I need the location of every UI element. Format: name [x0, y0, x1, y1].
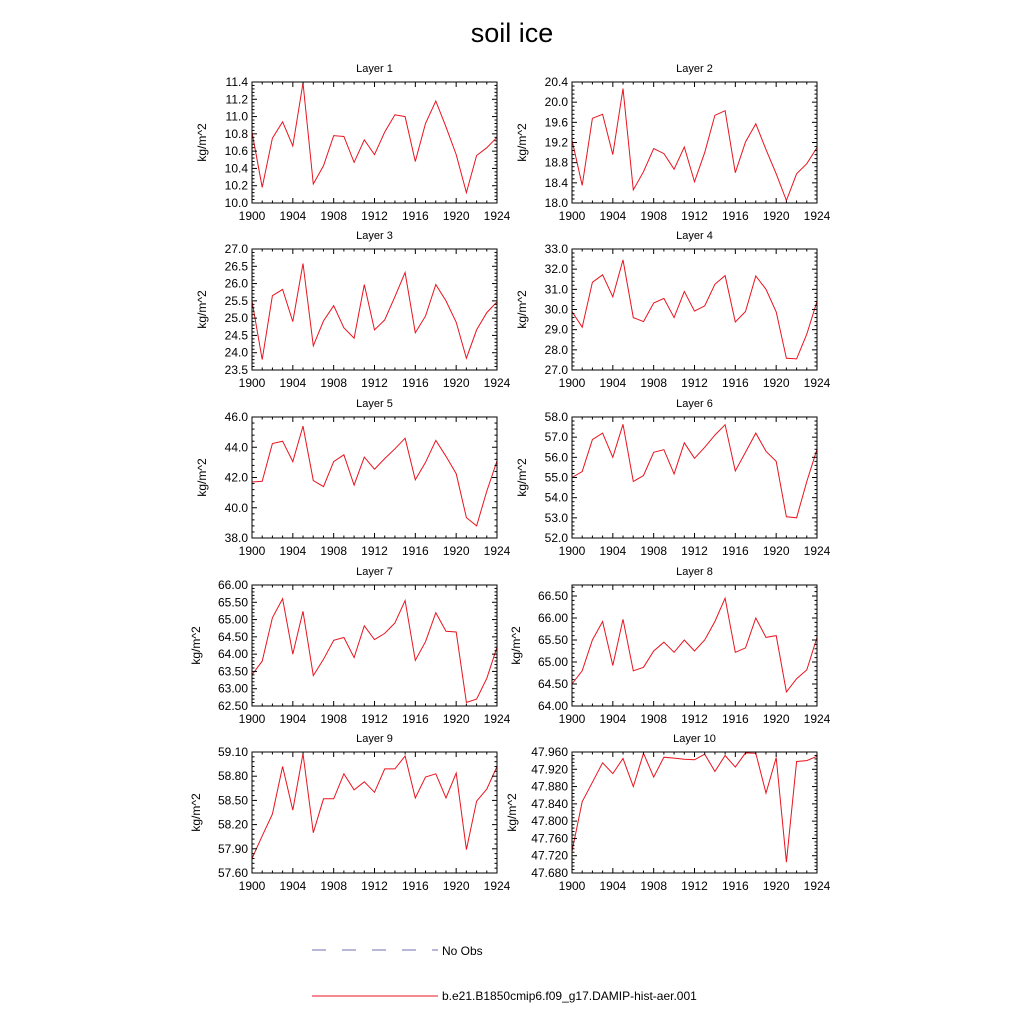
y-tick-label: 63.00: [217, 681, 248, 696]
y-axis-label: kg/m^2: [515, 290, 529, 329]
x-tick-label: 1916: [401, 712, 429, 726]
x-tick-label: 1920: [442, 544, 470, 558]
x-tick-label: 1924: [803, 209, 831, 223]
y-tick-label: 29.0: [544, 322, 568, 337]
y-tick-label: 24.0: [224, 345, 248, 360]
x-tick-label: 1924: [803, 712, 831, 726]
plot-frame: [252, 417, 497, 538]
x-tick-label: 1904: [279, 879, 307, 893]
legend: [312, 944, 697, 1003]
y-tick-label: 26.0: [224, 276, 248, 291]
x-tick-label: 1920: [762, 712, 790, 726]
x-tick-label: 1900: [238, 376, 266, 390]
panel-title: Layer 6: [676, 398, 713, 410]
panel-layer-8: [509, 566, 831, 726]
y-tick-label: 66.00: [537, 611, 568, 625]
panel-layer-6: [515, 398, 831, 558]
x-tick-label: 1912: [361, 376, 388, 390]
plot-frame: [252, 82, 497, 203]
y-tick-label: 11.2: [225, 92, 248, 107]
y-axis-label: kg/m^2: [189, 626, 203, 665]
y-tick-label: 18.8: [544, 155, 568, 170]
y-tick-label: 65.50: [217, 595, 248, 610]
y-axis-label: kg/m^2: [515, 458, 529, 497]
x-tick-label: 1904: [599, 712, 627, 726]
y-axis-label: kg/m^2: [195, 290, 209, 329]
y-tick-label: 47.960: [531, 745, 568, 759]
y-tick-label: 56.0: [544, 450, 568, 465]
legend-obs-label: No Obs: [442, 944, 483, 958]
y-tick-label: 58.0: [544, 410, 568, 424]
series-line: [252, 83, 497, 193]
x-tick-label: 1916: [721, 376, 749, 390]
x-tick-label: 1900: [558, 544, 586, 558]
x-tick-label: 1908: [320, 712, 348, 726]
panel-layer-1: [195, 63, 511, 223]
y-tick-label: 58.50: [217, 793, 248, 808]
y-tick-label: 54.0: [544, 490, 568, 505]
panel-title: Layer 10: [673, 733, 716, 745]
x-tick-label: 1916: [401, 376, 429, 390]
x-tick-label: 1904: [279, 712, 307, 726]
y-tick-label: 47.920: [531, 762, 568, 777]
plot-frame: [572, 417, 817, 538]
y-tick-label: 10.0: [224, 196, 248, 210]
x-tick-label: 1912: [361, 879, 388, 893]
x-tick-label: 1920: [442, 879, 470, 893]
panel-title: Layer 2: [676, 63, 713, 75]
series-line: [572, 753, 817, 862]
x-tick-label: 1920: [762, 209, 790, 223]
x-tick-label: 1924: [803, 544, 831, 558]
y-tick-label: 57.90: [217, 841, 248, 856]
x-tick-label: 1908: [320, 209, 348, 223]
y-tick-label: 58.20: [217, 817, 248, 832]
x-tick-label: 1920: [442, 376, 470, 390]
y-tick-label: 20.4: [544, 75, 568, 89]
y-tick-label: 19.6: [544, 115, 568, 130]
x-tick-label: 1912: [361, 712, 388, 726]
panel-layer-9: [189, 733, 511, 893]
y-axis-label: kg/m^2: [505, 793, 519, 832]
x-tick-label: 1904: [279, 376, 307, 390]
x-tick-label: 1916: [401, 879, 429, 893]
panel-title: Layer 3: [356, 230, 393, 242]
y-tick-label: 53.0: [544, 510, 568, 525]
y-tick-label: 66.50: [537, 589, 568, 603]
y-tick-label: 65.00: [537, 655, 568, 669]
y-tick-label: 66.00: [217, 578, 248, 592]
y-tick-label: 64.00: [537, 699, 568, 713]
x-tick-label: 1904: [279, 209, 307, 223]
y-tick-label: 47.840: [531, 796, 568, 811]
x-tick-label: 1904: [599, 544, 627, 558]
plot-frame: [252, 752, 497, 873]
x-tick-label: 1924: [803, 879, 831, 893]
panel-layer-7: [189, 566, 511, 726]
x-tick-label: 1924: [483, 209, 511, 223]
series-line: [252, 264, 497, 360]
x-tick-label: 1916: [721, 544, 749, 558]
panel-title: Layer 4: [676, 230, 713, 242]
y-tick-label: 19.2: [544, 135, 568, 150]
y-axis-label: kg/m^2: [189, 793, 203, 832]
y-tick-label: 28.0: [544, 342, 568, 357]
panels: [189, 63, 831, 893]
x-tick-label: 1916: [721, 712, 749, 726]
y-tick-label: 42.0: [224, 470, 248, 485]
x-tick-label: 1900: [238, 544, 266, 558]
x-tick-label: 1912: [681, 879, 708, 893]
panel-layer-2: [515, 63, 831, 223]
y-axis-label: kg/m^2: [509, 626, 523, 665]
y-tick-label: 25.0: [224, 311, 248, 326]
x-tick-label: 1912: [681, 544, 708, 558]
y-tick-label: 31.0: [544, 282, 568, 297]
x-tick-label: 1900: [238, 209, 266, 223]
x-tick-label: 1904: [599, 376, 627, 390]
x-tick-label: 1920: [762, 376, 790, 390]
x-tick-label: 1900: [238, 712, 266, 726]
y-tick-label: 47.720: [531, 848, 568, 863]
y-tick-label: 11.4: [225, 75, 248, 89]
y-tick-label: 10.2: [224, 178, 248, 193]
plot-frame: [572, 752, 817, 873]
x-tick-label: 1908: [640, 544, 668, 558]
x-tick-label: 1920: [762, 544, 790, 558]
panel-title: Layer 9: [356, 733, 393, 745]
y-tick-label: 10.6: [224, 144, 248, 159]
x-tick-label: 1924: [483, 376, 511, 390]
series-line: [252, 599, 497, 703]
panel-layer-10: [505, 733, 831, 893]
x-tick-label: 1920: [442, 209, 470, 223]
y-tick-label: 65.00: [217, 612, 248, 627]
series-line: [572, 260, 817, 359]
x-tick-label: 1908: [640, 376, 668, 390]
x-tick-label: 1924: [803, 376, 831, 390]
x-tick-label: 1912: [681, 712, 708, 726]
y-tick-label: 64.50: [537, 677, 568, 691]
y-tick-label: 63.50: [217, 664, 248, 679]
panel-title: Layer 5: [356, 398, 393, 410]
y-tick-label: 27.0: [544, 363, 568, 377]
x-tick-label: 1900: [238, 879, 266, 893]
x-tick-label: 1904: [279, 544, 307, 558]
plot-frame: [252, 585, 497, 706]
x-tick-label: 1912: [681, 209, 708, 223]
y-tick-label: 64.50: [217, 629, 248, 644]
x-tick-label: 1908: [640, 879, 668, 893]
series-line: [572, 424, 817, 518]
x-tick-label: 1912: [681, 376, 708, 390]
y-axis-label: kg/m^2: [195, 123, 209, 162]
y-tick-label: 33.0: [544, 242, 568, 256]
x-tick-label: 1900: [558, 879, 586, 893]
y-tick-label: 23.5: [224, 363, 248, 377]
x-tick-label: 1908: [640, 712, 668, 726]
y-tick-label: 52.0: [544, 531, 568, 545]
y-tick-label: 65.50: [537, 633, 568, 647]
x-tick-label: 1900: [558, 712, 586, 726]
x-tick-label: 1916: [401, 544, 429, 558]
plot-frame: [572, 249, 817, 370]
x-tick-label: 1916: [721, 879, 749, 893]
x-tick-label: 1920: [762, 879, 790, 893]
y-axis-label: kg/m^2: [515, 123, 529, 162]
series-line: [572, 89, 817, 201]
x-tick-label: 1900: [558, 209, 586, 223]
x-tick-label: 1916: [721, 209, 749, 223]
y-tick-label: 24.5: [224, 328, 248, 343]
y-tick-label: 11.0: [225, 109, 248, 124]
y-tick-label: 40.0: [224, 500, 248, 515]
y-tick-label: 59.10: [217, 745, 248, 759]
x-tick-label: 1904: [599, 209, 627, 223]
y-tick-label: 30.0: [544, 302, 568, 317]
y-tick-label: 58.80: [217, 769, 248, 784]
series-line: [252, 754, 497, 859]
legend-model-label: b.e21.B1850cmip6.f09_g17.DAMIP-hist-aer.001: [442, 989, 697, 1003]
y-tick-label: 46.0: [224, 410, 248, 424]
y-tick-label: 62.50: [217, 699, 248, 713]
y-tick-label: 44.0: [224, 440, 248, 455]
y-tick-label: 64.00: [217, 647, 248, 662]
y-tick-label: 20.0: [544, 95, 568, 110]
y-tick-label: 18.0: [544, 196, 568, 210]
x-tick-label: 1908: [320, 879, 348, 893]
x-tick-label: 1900: [558, 376, 586, 390]
panel-layer-5: [195, 398, 511, 558]
x-tick-label: 1908: [640, 209, 668, 223]
y-tick-label: 10.4: [224, 161, 248, 176]
y-tick-label: 47.880: [531, 779, 568, 794]
x-tick-label: 1912: [361, 544, 388, 558]
x-tick-label: 1912: [361, 209, 388, 223]
panel-title: Layer 7: [356, 566, 393, 578]
y-tick-label: 26.5: [224, 259, 248, 274]
panel-layer-4: [515, 230, 831, 390]
y-axis-label: kg/m^2: [195, 458, 209, 497]
x-tick-label: 1924: [483, 712, 511, 726]
y-tick-label: 55.0: [544, 470, 568, 485]
y-tick-label: 47.760: [531, 831, 568, 846]
y-tick-label: 57.0: [544, 430, 568, 445]
x-tick-label: 1904: [599, 879, 627, 893]
plot-frame: [572, 585, 817, 706]
series-line: [252, 426, 497, 526]
y-tick-label: 10.8: [224, 126, 248, 141]
x-tick-label: 1920: [442, 712, 470, 726]
y-tick-label: 25.5: [224, 293, 248, 308]
y-tick-label: 57.60: [217, 866, 248, 880]
y-tick-label: 47.800: [531, 814, 568, 829]
x-tick-label: 1924: [483, 544, 511, 558]
y-tick-label: 18.4: [544, 175, 568, 190]
figure-title: soil ice: [470, 18, 554, 48]
x-tick-label: 1924: [483, 879, 511, 893]
x-tick-label: 1908: [320, 376, 348, 390]
panel-title: Layer 8: [676, 566, 713, 578]
y-tick-label: 32.0: [544, 262, 568, 277]
y-tick-label: 38.0: [224, 531, 248, 545]
series-line: [572, 598, 817, 692]
panel-title: Layer 1: [356, 63, 393, 75]
y-tick-label: 27.0: [224, 242, 248, 256]
panel-layer-3: [195, 230, 511, 390]
y-tick-label: 47.680: [531, 866, 568, 880]
x-tick-label: 1908: [320, 544, 348, 558]
x-tick-label: 1916: [401, 209, 429, 223]
